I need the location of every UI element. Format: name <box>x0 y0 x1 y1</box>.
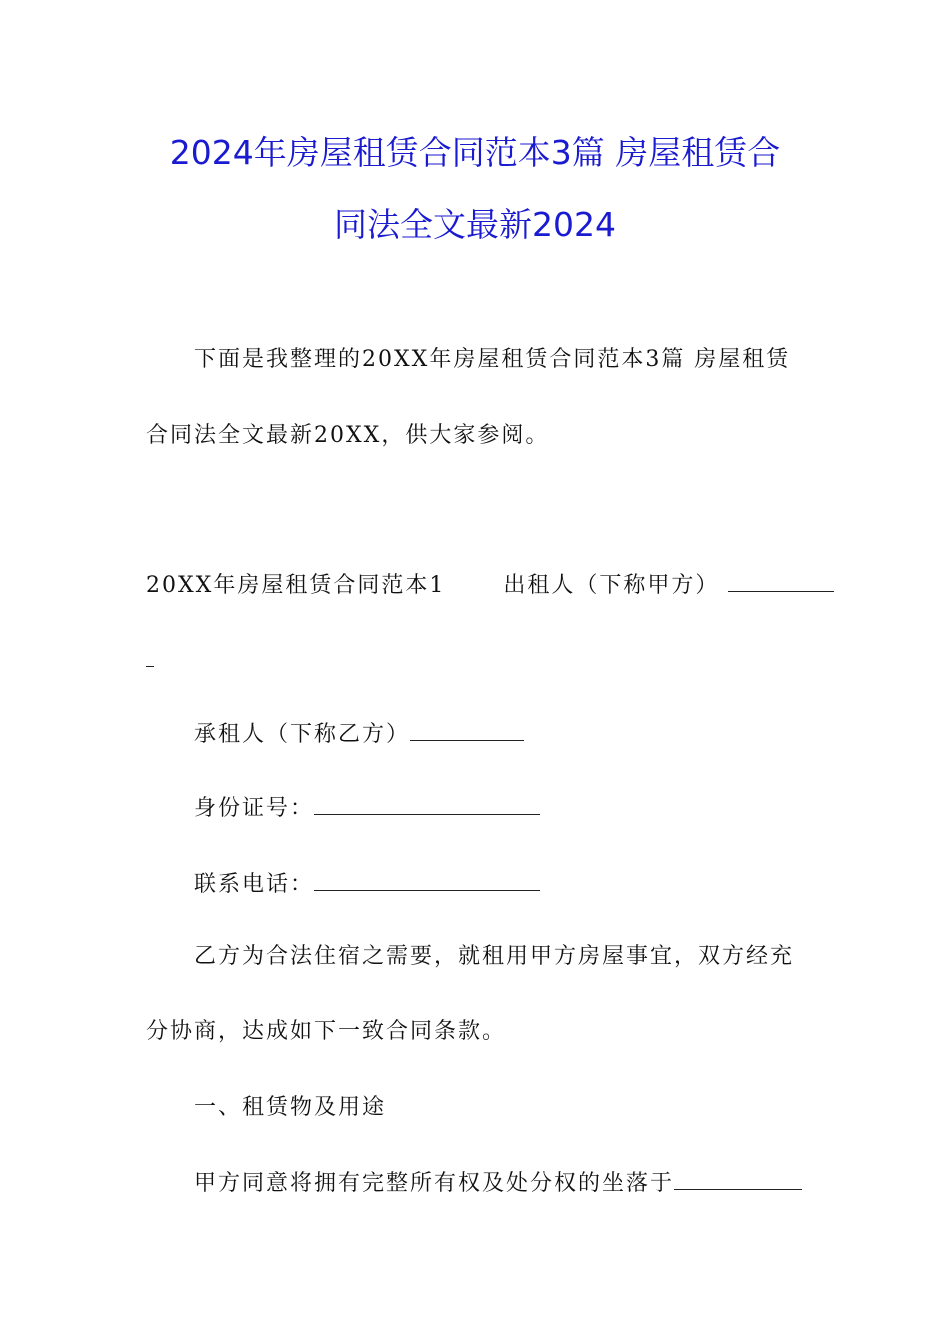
document-title-line1: 2024年房屋租赁合同范本3篇 房屋租赁合 <box>169 133 781 172</box>
intro-line2: 合同法全文最新20XX，供大家参阅。 <box>146 423 550 448</box>
lessor-label: 出租人（下称甲方） <box>503 573 720 598</box>
id-label: 身份证号： <box>194 796 315 821</box>
lessee-label: 承租人（下称乙方） <box>194 722 411 747</box>
document-title-line2: 同法全文最新2024 <box>334 205 616 244</box>
id-line <box>194 792 540 824</box>
phone-blank <box>314 868 540 891</box>
para-line2: 分协商，达成如下一致合同条款。 <box>146 1019 507 1044</box>
clause1-line <box>194 1167 802 1199</box>
address-blank <box>674 1167 802 1190</box>
section-heading: 20XX年房屋租赁合同范本1 <box>146 573 446 598</box>
lessor-blank <box>728 569 834 592</box>
lessee-blank <box>410 718 524 741</box>
clause1-heading: 一、租赁物及用途 <box>194 1095 387 1120</box>
para-line1: 乙方为合法住宿之需要，就租用甲方房屋事宜，双方经充 <box>194 944 795 969</box>
intro-line1: 下面是我整理的20XX年房屋租赁合同范本3篇 房屋租赁 <box>194 347 791 372</box>
lessee-line <box>194 718 524 750</box>
lessor-blank-continuation <box>146 666 154 667</box>
id-blank <box>314 792 540 815</box>
phone-line <box>194 868 540 900</box>
section-heading-line <box>146 569 834 601</box>
phone-label: 联系电话： <box>194 872 315 897</box>
clause1-text: 甲方同意将拥有完整所有权及处分权的坐落于 <box>194 1171 675 1196</box>
